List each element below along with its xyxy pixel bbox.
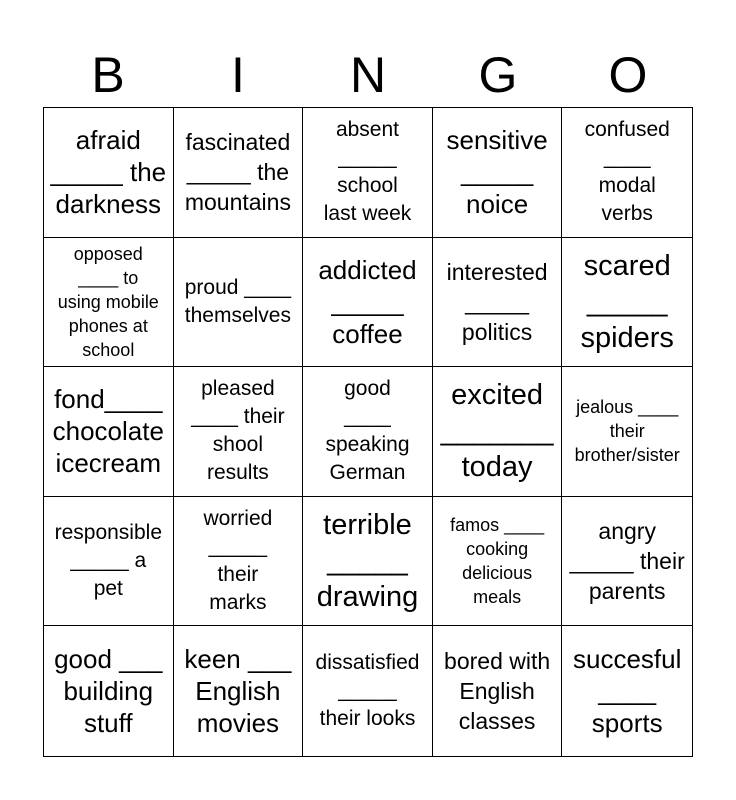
bingo-cell-text: bored with English classes [444,648,551,735]
bingo-cell-r5c4[interactable] [433,626,563,756]
bingo-header [43,44,693,106]
bingo-cell-text: jealous ____ their brother/sister [574,397,680,466]
bingo-cell-text: interested _____ politics [446,258,548,345]
bingo-cell-r2c5[interactable] [562,238,692,368]
bingo-cell-text: fond____ chocolate icecream [52,384,164,479]
header-letter-i: I [231,47,245,103]
bingo-cell-r5c3[interactable] [303,626,433,756]
bingo-cell-text: dissatisfied _____ their looks [315,651,420,731]
bingo-cell-text: responsible _____ a pet [54,521,162,601]
bingo-cell-r1c4[interactable] [433,108,563,238]
bingo-cell-r3c1[interactable] [44,367,174,497]
bingo-cell-text: scared _____ spiders [580,249,674,354]
bingo-cell-text: good ____ speaking German [325,377,410,485]
header-letter-n: N [349,47,387,103]
bingo-cell-text: opposed ____ to using mobile phones at school [57,243,159,360]
header-letter-o: O [608,47,648,103]
bingo-cell-r3c5[interactable] [562,367,692,497]
bingo-cell-r3c2[interactable] [174,367,304,497]
bingo-card-grid [43,107,693,757]
bingo-cell-text: excited _______ today [440,379,554,484]
bingo-cell-r4c1[interactable] [44,497,174,627]
bingo-cell-text: afraid _____ the darkness [50,125,167,220]
bingo-cell-r2c3[interactable] [303,238,433,368]
bingo-cell-text: sensitive _____ noice [446,125,548,220]
bingo-cell-text: addicted _____ coffee [318,254,417,349]
bingo-cell-text: worried _____ their marks [203,507,273,615]
bingo-cell-r3c4[interactable] [433,367,563,497]
bingo-cell-r3c3[interactable] [303,367,433,497]
bingo-cell-text: good ___ building stuff [54,644,163,739]
bingo-cell-r1c2[interactable] [174,108,304,238]
bingo-cell-text: fascinated _____ the mountains [184,129,291,216]
bingo-cell-r1c1[interactable] [44,108,174,238]
bingo-cell-r2c4[interactable] [433,238,563,368]
bingo-cell-text: keen ___ English movies [184,644,292,739]
bingo-cell-r4c2[interactable] [174,497,304,627]
bingo-cell-r1c3[interactable] [303,108,433,238]
bingo-cell-r4c3[interactable] [303,497,433,627]
bingo-cell-text: proud ____ themselves [184,275,292,327]
bingo-cell-text: succesful ____ sports [573,644,682,739]
bingo-cell-r5c1[interactable] [44,626,174,756]
bingo-cell-text: absent _____ school last week [323,118,412,226]
bingo-cell-r5c5[interactable] [562,626,692,756]
bingo-cell-r1c5[interactable] [562,108,692,238]
bingo-cell-r5c2[interactable] [174,626,304,756]
bingo-cell-text: famos ____ cooking delicious meals [450,515,545,608]
bingo-cell-r2c1[interactable] [44,238,174,368]
bingo-cell-text: confused ____ modal verbs [584,118,670,226]
bingo-cell-text: terrible _____ drawing [316,509,419,614]
bingo-cell-text: pleased ____ their shool results [191,377,285,485]
bingo-cell-text: angry _____ their parents [569,518,685,605]
bingo-cell-r2c2[interactable] [174,238,304,368]
header-letter-g: G [478,47,518,103]
bingo-cell-r4c5[interactable] [562,497,692,627]
bingo-cell-r4c4[interactable] [433,497,563,627]
header-letter-b: B [91,47,125,103]
